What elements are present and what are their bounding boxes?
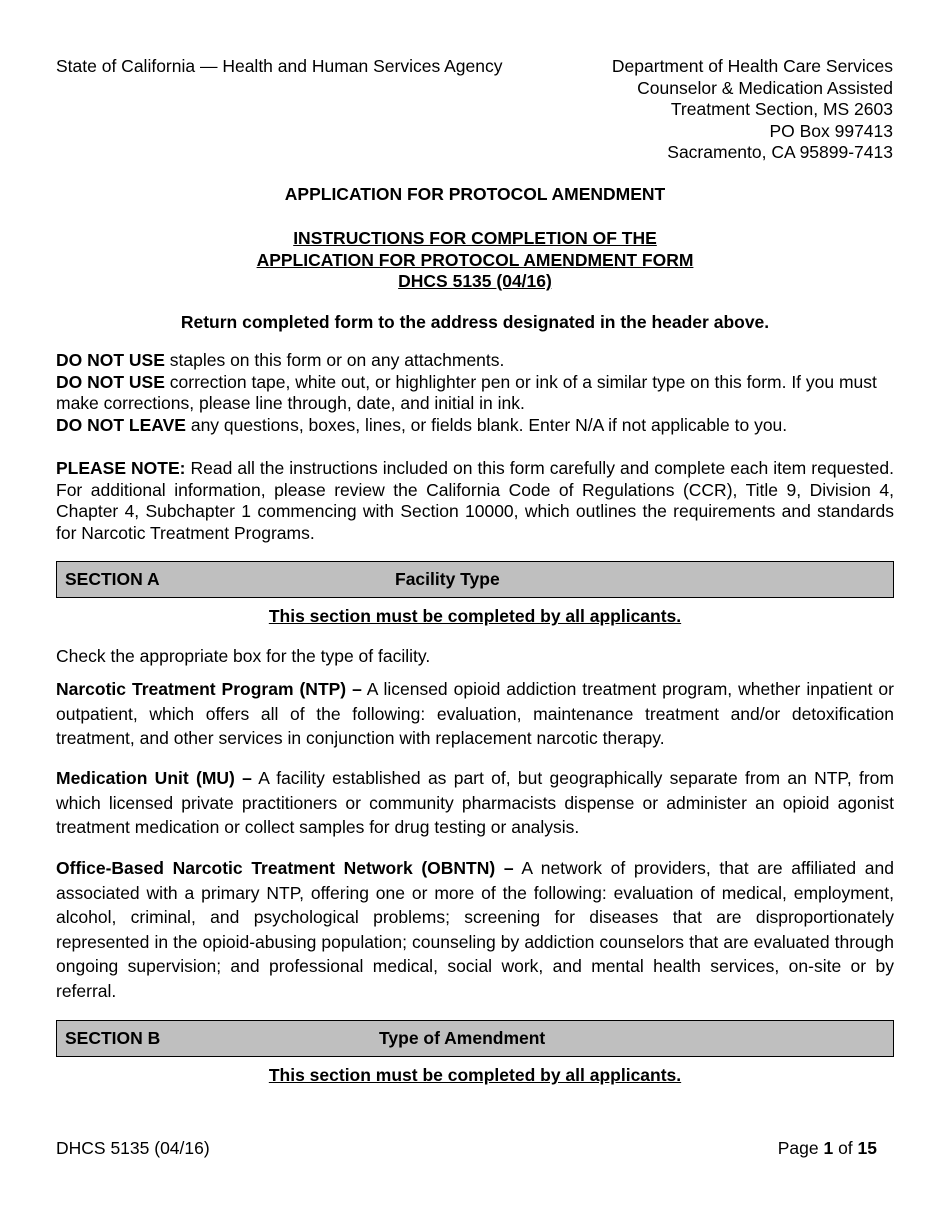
definition-text: A network of providers, that are affiliated and associated with a primary NTP, offering one or more of the following: evaluation of medical, employment, alcohol, criminal, and psychological problems; screening for diseases that are disproportionately represented in the opioid-abusing population; counseling by addiction counselors that are evaluated through ongoing supervision; and professional medical, social work, and mental health services, on-site or by referral.	[56, 858, 894, 1001]
definition-obntn	[56, 856, 894, 1004]
rule-label: DO NOT USE	[56, 350, 165, 370]
section-a-header	[56, 561, 894, 598]
page-of: of	[833, 1138, 858, 1158]
definition-mu	[56, 766, 894, 840]
section-a-intro: Check the appropriate box for the type of facility.	[56, 646, 431, 666]
section-title: Type of Amendment	[379, 1028, 546, 1048]
section-a-notice: This section must be completed by all applicants.	[268, 606, 682, 626]
rules-list	[56, 350, 894, 436]
rule-label: DO NOT LEAVE	[56, 414, 186, 435]
page-number	[778, 1138, 877, 1160]
rule-text: correction tape, white out, or highlighter pen or ink of a similar type on this form. If you must make corrections, please line through, date, and initial in ink.	[56, 371, 877, 413]
document-title: APPLICATION FOR PROTOCOL AMENDMENT	[284, 184, 666, 204]
mailing-address	[612, 56, 893, 164]
instructions-title-line: INSTRUCTIONS FOR COMPLETION OF THE	[293, 228, 657, 248]
rule-item	[56, 350, 894, 372]
rule-item	[56, 415, 894, 437]
page-total: 15	[857, 1138, 877, 1158]
address-line: PO Box 997413	[769, 120, 893, 141]
definition-term: Medication Unit (MU) –	[56, 768, 252, 788]
definition-ntp	[56, 677, 894, 751]
please-note-label: PLEASE NOTE:	[56, 458, 186, 478]
rule-item	[56, 372, 894, 415]
please-note-text: Read all the instructions included on this form carefully and complete each item requested. For additional information, please review the California Code of Regulations (CCR), Title 9, Division 4, Chapter 4, Subchapter 1 commencing with Section 10000, which outlines the requirements and standards for Narcotic Treatment Programs.	[56, 458, 894, 543]
address-line: Department of Health Care Services	[611, 56, 893, 76]
please-note	[56, 458, 894, 544]
rule-label: DO NOT USE	[56, 371, 165, 392]
section-b-notice: This section must be completed by all applicants.	[268, 1065, 682, 1085]
instructions-title	[56, 228, 894, 293]
instructions-title-line: DHCS 5135 (04/16)	[398, 271, 552, 291]
address-line: Sacramento, CA 95899-7413	[667, 142, 893, 162]
address-line: Counselor & Medication Assisted	[637, 77, 893, 98]
return-notice: Return completed form to the address designated in the header above.	[180, 312, 770, 332]
page-prefix: Page	[777, 1138, 824, 1158]
definition-text: A licensed opioid addiction treatment program, whether inpatient or outpatient, which offers all of the following: evaluation, maintenance treatment and/or detoxification treatment, and other services in conjunction with replacement narcotic therapy.	[56, 679, 894, 749]
definition-text: A facility established as part of, but geographically separate from an NTP, from which licensed private practitioners or community pharmacists dispense or administer an opioid agonist treatment medication or collect samples for drug testing or analysis.	[56, 768, 894, 838]
section-id: SECTION A	[65, 569, 160, 589]
page-current: 1	[823, 1138, 834, 1158]
rule-text: any questions, boxes, lines, or fields blank. Enter N/A if not applicable to you.	[185, 414, 788, 435]
section-id: SECTION B	[65, 1028, 161, 1048]
definition-term: Office-Based Narcotic Treatment Network (OBNTN) –	[56, 858, 514, 878]
definition-term: Narcotic Treatment Program (NTP) –	[56, 679, 362, 699]
agency-name: State of California — Health and Human Services Agency	[56, 56, 503, 76]
section-b-header	[56, 1020, 894, 1057]
address-line: Treatment Section, MS 2603	[670, 99, 893, 119]
section-title: Facility Type	[395, 569, 500, 589]
footer-form-id: DHCS 5135 (04/16)	[56, 1138, 210, 1158]
instructions-title-line: APPLICATION FOR PROTOCOL AMENDMENT FORM	[256, 249, 694, 270]
rule-text: staples on this form or on any attachments.	[164, 350, 505, 370]
